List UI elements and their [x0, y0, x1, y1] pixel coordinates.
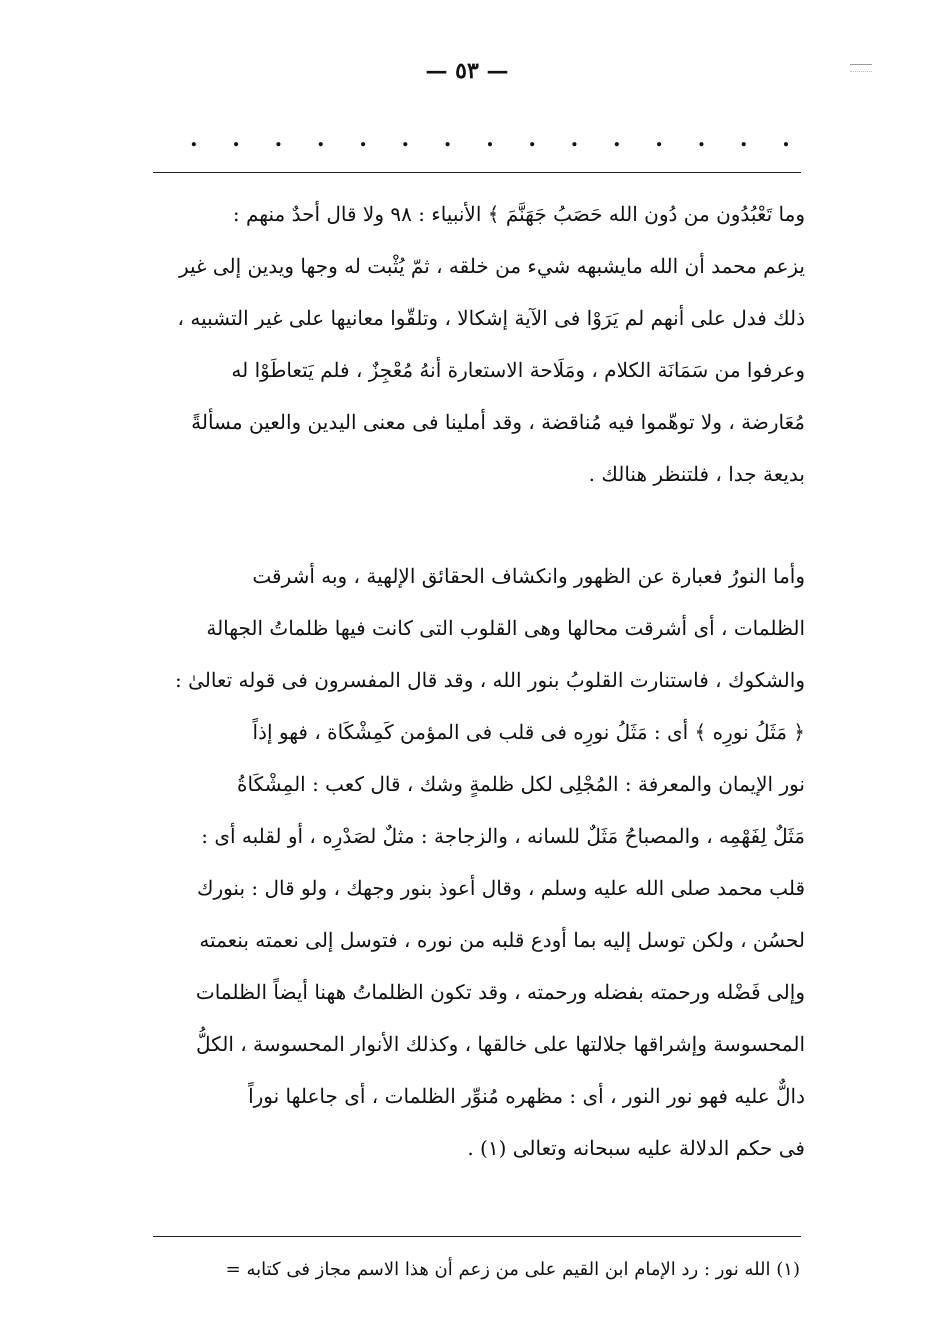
ornament-dot: .: [782, 126, 790, 152]
ornament-dot: .: [232, 126, 240, 152]
ornament-dot: .: [443, 126, 452, 152]
text-line: نور الإيمان والمعرفة : المُجْلِى لكل ظلمةٍ وشك ، قال كعب : المِشْكَاةُ: [237, 772, 805, 796]
header-rule: [153, 172, 801, 173]
ornament-dot: .: [612, 126, 621, 152]
text-line: وأما النورُ فعبارة عن الظهور وانكشاف الحقائق الإلهية ، وبه أشرقت: [252, 564, 805, 588]
page-number: — ٥٣ —: [425, 58, 509, 84]
text-line: يزعم محمد أن الله مايشبهه شيء من خلقه ، ثمّ يُثْبت له وجها ويدين إلى غير: [178, 254, 805, 278]
footnote: (١) الله نور : رد الإمام ابن القيم على من زعم أن هذا الاسم مجاز فى كتابه =: [225, 1259, 800, 1280]
ornament-dot: .: [655, 126, 663, 152]
footnote-rule: [153, 1236, 801, 1237]
text-line: مَثَلٌ لِفَهْمِه ، والمصباحُ مَثَلٌ للسانه ، والزجاجة : مثلٌ لصَدْرِه ، أو لقلبه أى :: [201, 824, 805, 848]
ornament-dot: .: [359, 126, 367, 152]
paragraph-1: [155, 188, 805, 500]
text-line: ذلك فدل على أنهم لم يَرَوْا فى الآية إشكالا ، وتلقّوا معانيها على غير التشبيه ،: [177, 306, 805, 330]
text-line: دالٌّ عليه فهو نور النور ، أى : مظهره مُنوِّر الظلمات ، أى جاعلها نوراً: [248, 1084, 805, 1108]
paragraph-2: [155, 550, 805, 1174]
text-line: قلب محمد صلى الله عليه وسلم ، وقال أعوذ بنور وجهك ، ولو قال : بنورك: [196, 876, 805, 900]
ornament-dot: .: [190, 126, 198, 152]
text-line: ﴿ مَثَلُ نورِه ﴾ أى : مَثَلُ نورِه فى قلب فى المؤمن كَمِشْكَاة ، فهو إذاً: [252, 720, 805, 744]
text-line: فى حكم الدلالة عليه سبحانه وتعالى (١) .: [467, 1136, 805, 1160]
text-line: لحسُن ، ولكن توسل إليه بما أودع قلبه من نوره ، فتوسل إلى نعمته بنعمته: [199, 928, 805, 952]
text-line: الظلمات ، أى أشرقت محالها وهى القلوب التى كانت فيها ظلماتُ الجهالة: [206, 616, 805, 640]
ornament-dot: .: [274, 126, 283, 152]
text-line: والشكوك ، فاستنارت القلوبُ بنور الله ، وقد قال المفسرون فى قوله تعالىٰ :: [175, 668, 805, 692]
ornament-dot: .: [486, 126, 494, 152]
ornament-dot: .: [316, 126, 325, 152]
text-line: بديعة جدا ، فلتنظر هنالك .: [588, 462, 805, 486]
ornament-dot: .: [570, 126, 579, 152]
ornament-dot: .: [401, 126, 410, 152]
ornament-dots: [190, 128, 790, 150]
ornament-dot: .: [528, 126, 537, 152]
ornament-dot: .: [739, 126, 748, 152]
ornament-dot: .: [697, 126, 706, 152]
text-line: وعرفوا من سَمَانَة الكلام ، ومَلَاحة الاستعارة أنهُ مُعْجِزٌ ، فلم يَتعاطَوْا له: [231, 358, 805, 382]
text-line: مُعَارضة ، ولا توهّموا فيه مُناقضة ، وقد أملينا فى معنى اليدين والعين مسألةً: [191, 410, 805, 434]
text-line: وإلى فَضْله ورحمته بفضله ورحمته ، وقد تكون الظلماتُ ههنا أيضاً الظلمات: [195, 980, 805, 1004]
text-line: وما تَعْبُدُون من دُون الله حَصَبُ جَهَنَّمَ ﴾ الأنبياء : ٩٨ ولا قال أحدٌ منهم :: [232, 202, 805, 226]
text-line: المحسوسة وإشراقها جلالتها على خالقها ، وكذلك الأنوار المحسوسة ، الكلُّ: [196, 1032, 805, 1056]
